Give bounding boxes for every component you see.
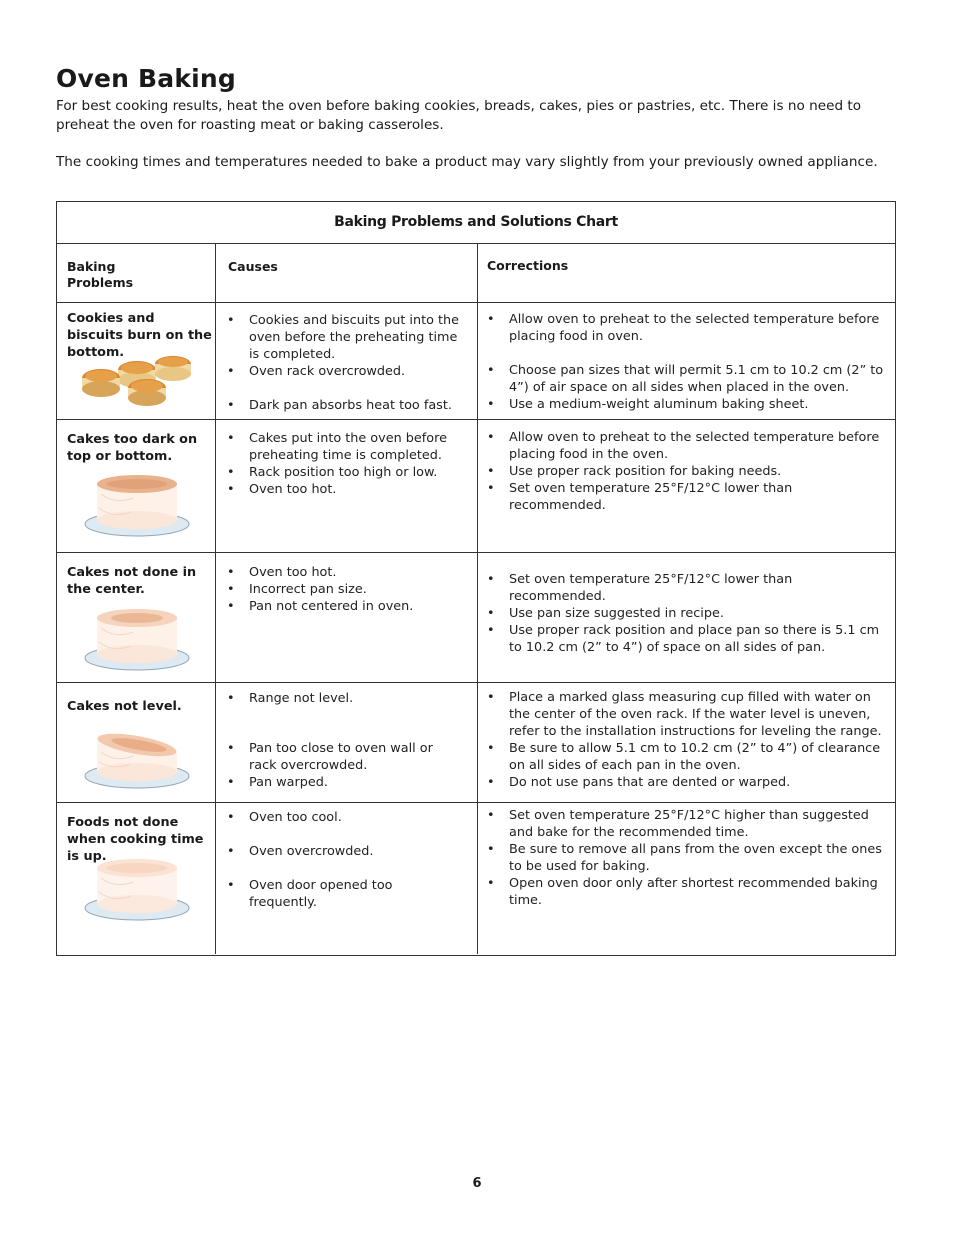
- intro-paragraph: The cooking times and temperatures needed to bake a product may vary slightly from your previously owned appliance.: [56, 154, 878, 170]
- cause-item: • Range not level.: [227, 690, 463, 707]
- corrections-list: [487, 571, 889, 656]
- row-divider: [57, 419, 895, 420]
- problem-label: Cakes not level.: [67, 699, 182, 714]
- correction-item: • Do not use pans that are dented or warped.: [487, 774, 889, 791]
- cause-item: • Cakes put into the oven before preheating time is completed.: [227, 430, 463, 464]
- causes-list: [227, 564, 463, 615]
- baking-problems-chart: [56, 201, 896, 956]
- correction-item: • Place a marked glass measuring cup filled with water on the center of the oven rack. If the water level is uneven, refer to the installation instructions for leveling the range.: [487, 689, 889, 740]
- correction-item: • Be sure to remove all pans from the oven except the ones to be used for baking.: [487, 841, 889, 875]
- column-divider: [477, 244, 478, 954]
- cake-dark-icon: [83, 472, 191, 538]
- cake-pale-icon: [83, 856, 191, 922]
- corrections-list: [487, 689, 889, 791]
- row-divider: [57, 802, 895, 803]
- problem-label: Foods not done when cooking time is up.: [67, 815, 204, 864]
- problem-label: Cakes not done in the center.: [67, 565, 197, 597]
- chart-title: Baking Problems and Solutions Chart: [57, 202, 895, 244]
- correction-item: • Set oven temperature 25°F/12°C lower than recommended.: [487, 480, 889, 514]
- row-divider: [57, 552, 895, 553]
- row-divider: [57, 682, 895, 683]
- header-problems-line: Problems: [67, 275, 134, 290]
- causes-list: [227, 690, 463, 791]
- intro-paragraph: For best cooking results, heat the oven before baking cookies, breads, cakes, pies or pastries, etc. There is no need to preheat the oven for roasting meat or baking casseroles.: [56, 98, 862, 133]
- cause-item: • Cookies and biscuits put into the oven before the preheating time is completed.: [227, 312, 463, 363]
- cause-item: • Oven door opened too frequently.: [227, 877, 463, 911]
- problem-label: Cookies and biscuits burn on the bottom.: [67, 311, 212, 360]
- correction-item: • Open oven door only after shortest recommended baking time.: [487, 875, 889, 909]
- causes-list: [227, 312, 463, 414]
- cause-item: • Oven too hot.: [227, 564, 463, 581]
- cause-item: • Oven too hot.: [227, 481, 463, 498]
- correction-item: • Be sure to allow 5.1 cm to 10.2 cm (2” to 4”) of clearance on all sides of each pan in the oven.: [487, 740, 889, 774]
- cake-tilted-icon: [83, 722, 191, 790]
- cause-item: • Dark pan absorbs heat too fast.: [227, 397, 463, 414]
- correction-item: • Use proper rack position and place pan so there is 5.1 cm to 10.2 cm (2” to 4”) of space on all sides of pan.: [487, 622, 889, 656]
- correction-item: • Use a medium-weight aluminum baking sheet.: [487, 396, 889, 413]
- cause-item: • Oven rack overcrowded.: [227, 363, 463, 380]
- correction-item: • Allow oven to preheat to the selected temperature before placing food in oven.: [487, 311, 889, 345]
- cake-undone-icon: [83, 606, 191, 672]
- page-title: Oven Baking: [56, 64, 237, 93]
- problem-label: Cakes too dark on top or bottom.: [67, 432, 198, 464]
- corrections-list: [487, 311, 889, 413]
- corrections-list: [487, 807, 889, 909]
- column-divider: [215, 244, 216, 954]
- page-number: 6: [472, 1176, 482, 1191]
- correction-item: • Use proper rack position for baking needs.: [487, 463, 889, 480]
- correction-item: • Set oven temperature 25°F/12°C lower than recommended.: [487, 571, 889, 605]
- row-divider: [57, 302, 895, 303]
- cause-item: • Oven overcrowded.: [227, 843, 463, 860]
- correction-item: • Set oven temperature 25°F/12°C higher than suggested and bake for the recommended time.: [487, 807, 889, 841]
- header-causes: Causes: [228, 259, 278, 274]
- causes-list: [227, 430, 463, 498]
- cause-item: • Pan not centered in oven.: [227, 598, 463, 615]
- correction-item: • Allow oven to preheat to the selected temperature before placing food in the oven.: [487, 429, 889, 463]
- cause-item: • Oven too cool.: [227, 809, 463, 826]
- cause-item: • Incorrect pan size.: [227, 581, 463, 598]
- correction-item: • Use pan size suggested in recipe.: [487, 605, 889, 622]
- causes-list: [227, 809, 463, 911]
- header-corrections: Corrections: [487, 258, 569, 273]
- header-problems-line: Baking: [67, 259, 116, 274]
- corrections-list: [487, 429, 889, 514]
- cookies-burnt-icon: [79, 350, 197, 408]
- cause-item: • Pan too close to oven wall or rack overcrowded.: [227, 740, 463, 774]
- cause-item: • Rack position too high or low.: [227, 464, 463, 481]
- cause-item: • Pan warped.: [227, 774, 463, 791]
- header-problems: [67, 259, 133, 291]
- correction-item: • Choose pan sizes that will permit 5.1 cm to 10.2 cm (2” to 4”) of air space on all sides when placed in the oven.: [487, 362, 889, 396]
